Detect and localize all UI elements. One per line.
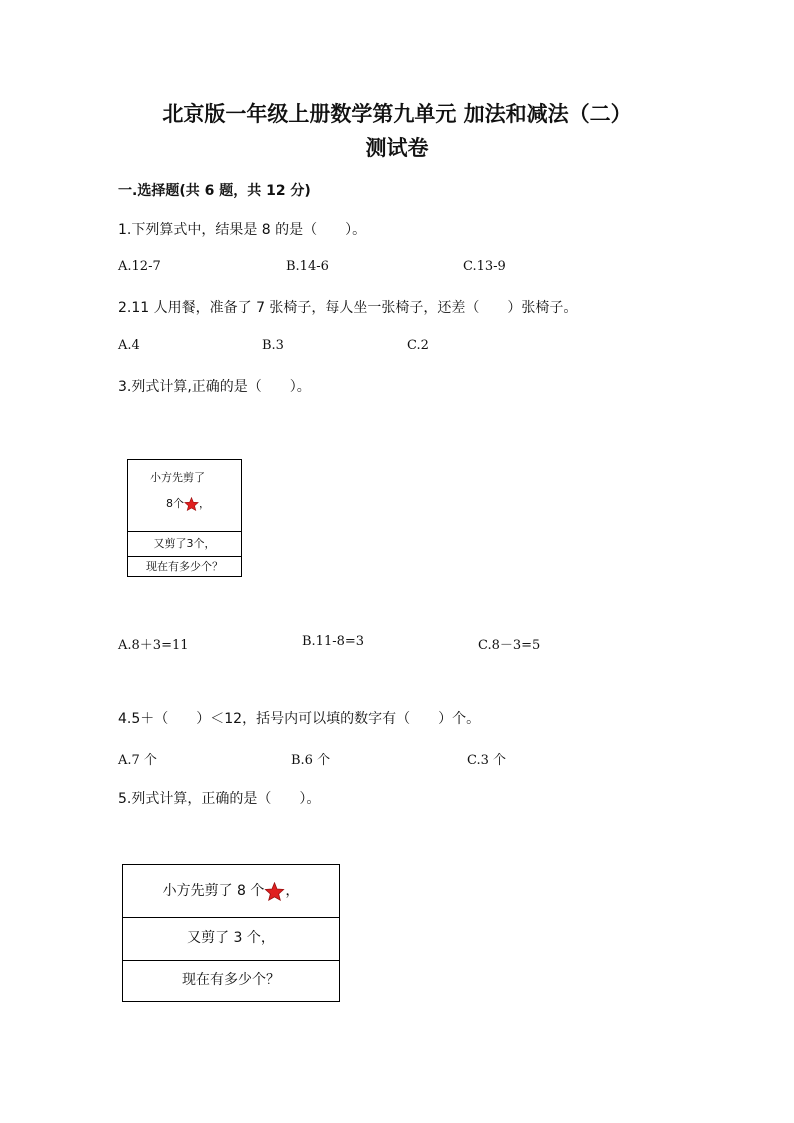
page-subtitle: 测试卷: [365, 135, 429, 160]
question-5: 5.列式计算，正确的是（ ）。: [118, 791, 321, 807]
q5-figure-table: [122, 864, 340, 1002]
q5-figure-row-1: [123, 865, 339, 918]
q5-figure-row-2: 又剪了 3 个，: [123, 917, 339, 961]
q1-option-c[interactable]: C.13-9: [463, 259, 506, 274]
q1-option-b[interactable]: B.14-6: [286, 259, 329, 274]
q3-figure-count: 8个: [166, 497, 184, 510]
q3-figure-row-1: [128, 460, 241, 532]
question-4: 4.5＋（ ）＜12，括号内可以填的数字有（ ）个。: [118, 711, 481, 727]
q4-option-c[interactable]: C.3 个: [467, 753, 507, 768]
q3-option-c[interactable]: C.8－3=5: [478, 638, 541, 653]
q2-option-c[interactable]: C.2: [407, 338, 429, 353]
star-icon: [264, 882, 285, 901]
question-1: 1.下列算式中，结果是 8 的是（ ）。: [118, 222, 367, 238]
q3-figure-row-3: 现在有多少个？: [146, 560, 223, 573]
q3-option-a[interactable]: A.8＋3=11: [118, 638, 189, 653]
star-icon: [184, 497, 199, 511]
q2-option-b[interactable]: B.3: [262, 338, 284, 353]
q5-figure-comma: ，: [285, 883, 300, 899]
q3-figure-text-1: 小方先剪了: [150, 471, 205, 484]
q1-option-a[interactable]: A.12-7: [118, 259, 161, 274]
q4-option-a[interactable]: A.7 个: [118, 753, 157, 768]
q3-figure-table: [127, 459, 242, 577]
page-title: 北京版一年级上册数学第九单元 加法和减法（二）: [162, 101, 632, 126]
q5-figure-text-1: 小方先剪了 8 个: [162, 883, 265, 899]
q3-option-b[interactable]: B.11-8=3: [302, 634, 365, 649]
q3-figure-comma: ，: [199, 497, 210, 510]
question-2: 2.11 人用餐，准备了 7 张椅子，每人坐一张椅子，还差（ ）张椅子。: [118, 300, 578, 316]
question-3: 3.列式计算,正确的是（ ）。: [118, 379, 311, 395]
q3-figure-row-2: 又剪了3个，: [128, 531, 241, 557]
q4-option-b[interactable]: B.6 个: [291, 753, 331, 768]
q5-figure-row-3: 现在有多少个？: [182, 972, 280, 988]
q2-option-a[interactable]: A.4: [118, 338, 140, 353]
section-heading: 一.选择题(共 6 题，共 12 分): [118, 183, 311, 199]
q3-figure-text-2: [166, 495, 210, 511]
